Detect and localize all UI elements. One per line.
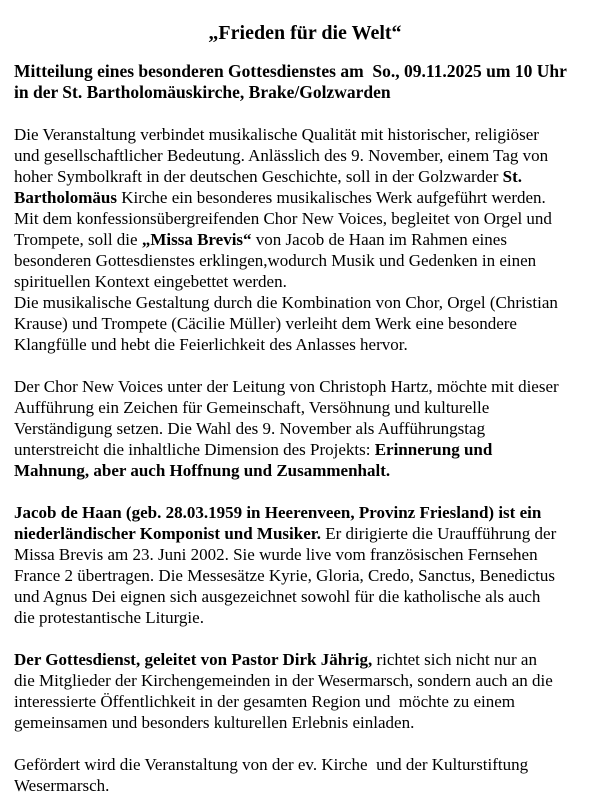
text-run: Missa Brevis am 23. Juni 2002. Sie wurde live vom französischen Fernsehen bbox=[14, 545, 538, 564]
bold-text-run: St. bbox=[502, 167, 522, 186]
text-run: Die musikalische Gestaltung durch die Kombination von Chor, Orgel (Christian bbox=[14, 293, 558, 312]
text-line bbox=[14, 502, 596, 523]
text-line bbox=[14, 712, 596, 733]
text-run: Aufführung ein Zeichen für Gemeinschaft, Versöhnung und kulturelle bbox=[14, 398, 490, 417]
text-run: gemeinsamen und besonders kulturellen Erlebnis einladen. bbox=[14, 713, 415, 732]
text-line bbox=[14, 565, 596, 586]
text-run: und Agnus Dei eignen sich ausgezeichnet sowohl für die katholische als auch bbox=[14, 587, 541, 606]
text-line bbox=[14, 271, 596, 292]
text-run: Krause) und Trompete (Cäcilie Müller) verleiht dem Werk eine besondere bbox=[14, 314, 517, 333]
text-line bbox=[14, 523, 596, 544]
text-line bbox=[14, 418, 596, 439]
text-run: Kirche ein besonderes musikalisches Werk aufgeführt werden. bbox=[116, 188, 546, 207]
paragraph-event-description bbox=[14, 124, 596, 355]
text-run: interessierte Öffentlichkeit in der gesamten Region und möchte zu einem bbox=[14, 692, 516, 711]
text-line bbox=[14, 82, 596, 103]
text-run: und gesellschaftlicher Bedeutung. Anlässlich des 9. November, einem Tag von bbox=[14, 146, 549, 165]
text-line bbox=[14, 775, 596, 796]
paragraph-service-invitation bbox=[14, 649, 596, 733]
text-run: von Jacob de Haan im Rahmen eines bbox=[251, 230, 507, 249]
text-line bbox=[14, 229, 596, 250]
text-run: Wesermarsch. bbox=[14, 776, 110, 795]
text-line bbox=[14, 166, 596, 187]
text-line bbox=[14, 397, 596, 418]
bold-text-run: „Missa Brevis“ bbox=[141, 230, 252, 249]
paragraph-composer-bio bbox=[14, 502, 596, 628]
bold-text-run: Bartholomäus bbox=[14, 188, 117, 207]
text-line bbox=[14, 334, 596, 355]
text-line bbox=[14, 124, 596, 145]
text-run: Der Chor New Voices unter der Leitung von Christoph Hartz, möchte mit dieser bbox=[14, 377, 559, 396]
text-line bbox=[14, 439, 596, 460]
text-line bbox=[14, 691, 596, 712]
document-body bbox=[14, 61, 596, 796]
bold-text-run: Der Gottesdienst, geleitet von Pastor Dirk Jährig, bbox=[14, 650, 373, 669]
bold-text-run: Jacob de Haan (geb. 28.03.1959 in Heerenveen, Provinz Friesland) ist ein bbox=[14, 503, 542, 522]
bold-text-run: Mahnung, aber auch Hoffnung und Zusammenhalt. bbox=[14, 461, 391, 480]
document-title: „Frieden für die Welt“ bbox=[208, 22, 402, 44]
text-line bbox=[14, 292, 596, 313]
text-line bbox=[14, 208, 596, 229]
text-run: Mit dem konfessionsübergreifenden Chor New Voices, begleitet von Orgel und bbox=[14, 209, 552, 228]
text-line bbox=[14, 145, 596, 166]
text-run: Er dirigierte die Uraufführung der bbox=[321, 524, 557, 543]
text-line bbox=[14, 649, 596, 670]
text-run: Gefördert wird die Veranstaltung von der ev. Kirche und der Kulturstiftung bbox=[14, 755, 529, 774]
text-run: Trompete, soll die bbox=[14, 230, 142, 249]
text-run: France 2 übertragen. Die Messesätze Kyrie, Gloria, Credo, Sanctus, Benedictus bbox=[14, 566, 555, 585]
text-line bbox=[14, 544, 596, 565]
text-line bbox=[14, 376, 596, 397]
text-run: die protestantische Liturgie. bbox=[14, 608, 204, 627]
text-run: Verständigung setzen. Die Wahl des 9. November als Aufführungstag bbox=[14, 419, 486, 438]
text-line bbox=[14, 250, 596, 271]
text-line bbox=[14, 586, 596, 607]
text-run: unterstreicht die inhaltliche Dimension des Projekts: bbox=[14, 440, 375, 459]
text-run: Die Veranstaltung verbindet musikalische Qualität mit historischer, religiöser bbox=[14, 125, 539, 144]
text-line bbox=[14, 607, 596, 628]
text-line bbox=[14, 187, 596, 208]
paragraph-choir-intent bbox=[14, 376, 596, 481]
text-run: spirituellen Kontext eingebettet werden. bbox=[14, 272, 287, 291]
bold-text-run: Erinnerung und bbox=[374, 440, 493, 459]
bold-text-run: in der St. Bartholomäuskirche, Brake/Golzwarden bbox=[14, 82, 391, 102]
text-run: Klangfülle und hebt die Feierlichkeit des Anlasses hervor. bbox=[14, 335, 408, 354]
text-line bbox=[14, 460, 596, 481]
text-run: die Mitglieder der Kirchengemeinden in der Wesermarsch, sondern auch an die bbox=[14, 671, 553, 690]
text-line bbox=[14, 670, 596, 691]
bold-text-run: niederländischer Komponist und Musiker. bbox=[14, 524, 322, 543]
bold-text-run: Mitteilung eines besonderen Gottesdienstes am So., 09.11.2025 um 10 Uhr bbox=[14, 61, 567, 81]
text-run: hoher Symbolkraft in der deutschen Geschichte, soll in der Golzwarder bbox=[14, 167, 503, 186]
text-line bbox=[14, 754, 596, 775]
event-announcement-heading bbox=[14, 61, 596, 103]
text-run: besonderen Gottesdienstes erklingen,wodurch Musik und Gedenken in einen bbox=[14, 251, 537, 270]
text-run: richtet sich nicht nur an bbox=[372, 650, 537, 669]
paragraph-sponsors bbox=[14, 754, 596, 796]
text-line bbox=[14, 313, 596, 334]
text-line bbox=[14, 61, 596, 82]
